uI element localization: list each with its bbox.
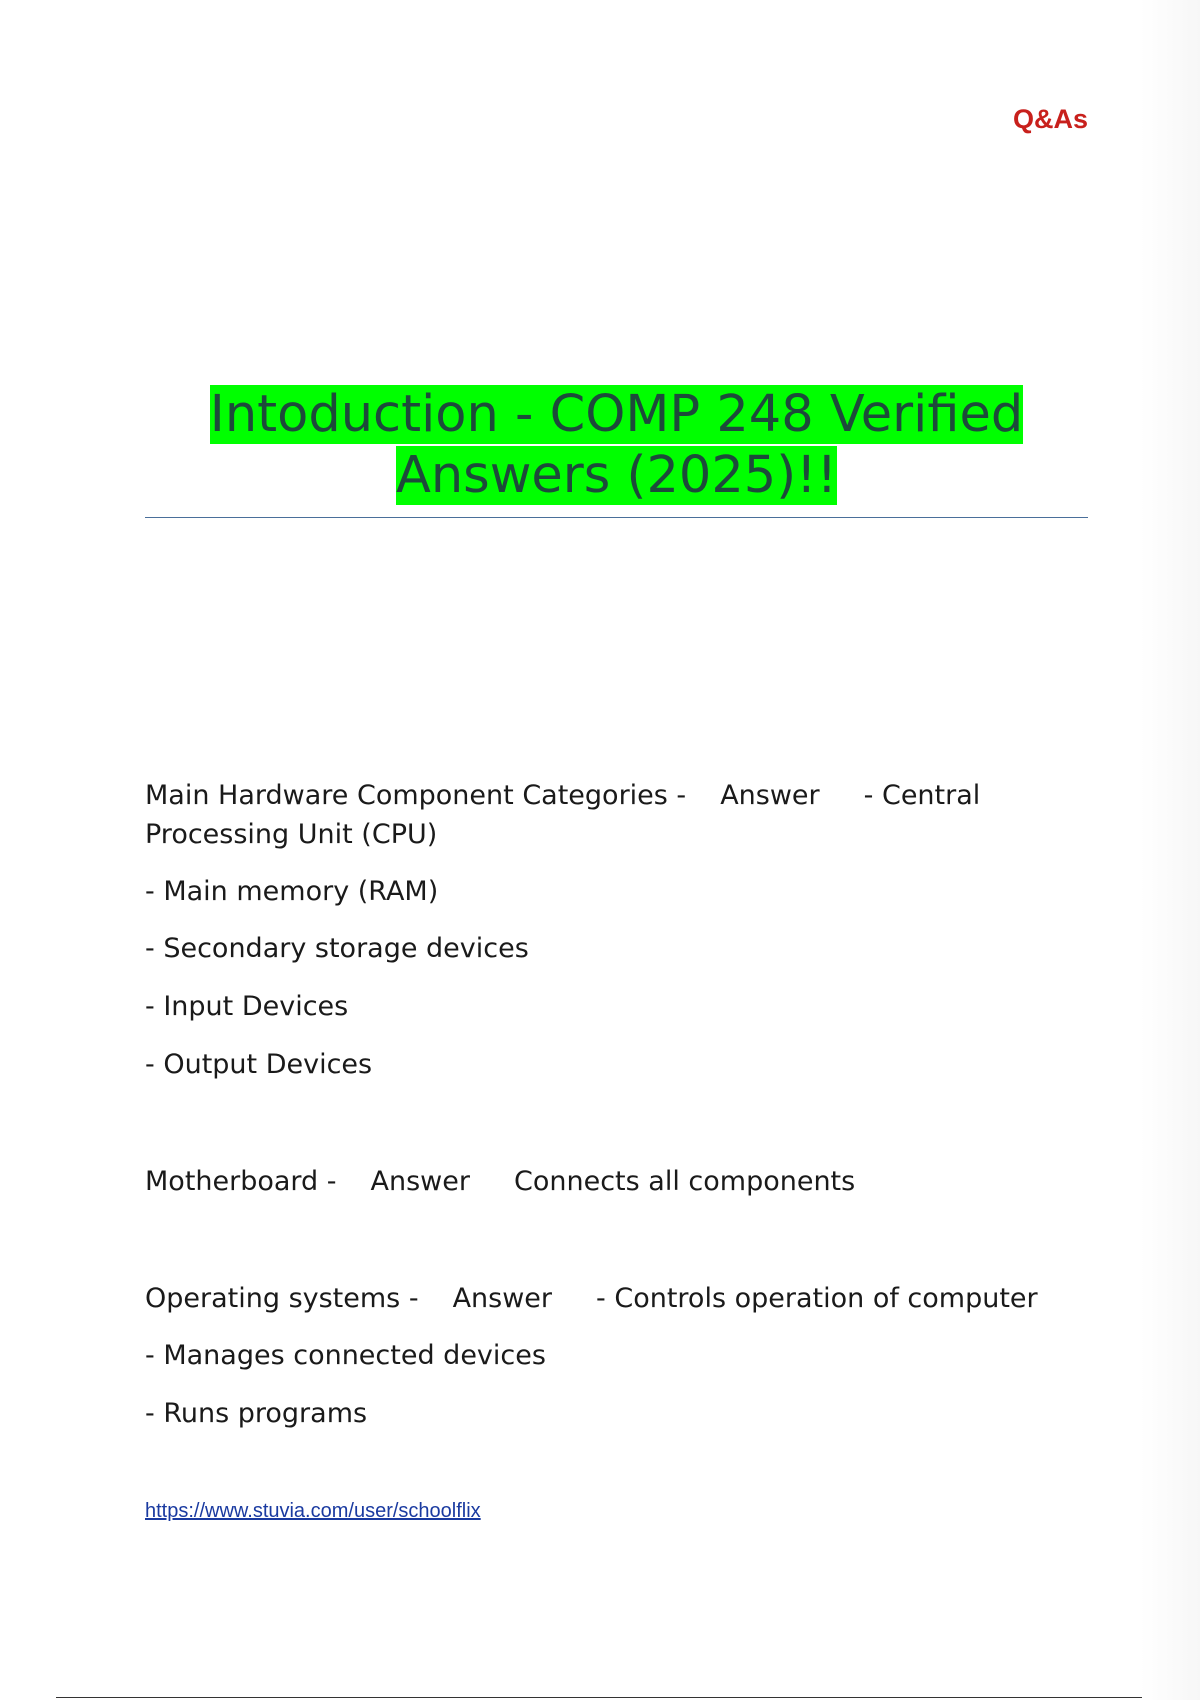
qa-1-question: Main Hardware Component Categories - <box>145 780 687 811</box>
qa-1-answer-item: - Secondary storage devices <box>145 933 529 964</box>
qa-1-answer-first: - Central <box>863 780 981 811</box>
title-line-2: Answers (2025)!! <box>395 446 838 505</box>
qa-1-answer-item: - Main memory (RAM) <box>145 876 439 907</box>
qa-3-question: Operating systems - <box>145 1283 419 1314</box>
qa-3-answer-item: - Manages connected devices <box>145 1340 546 1371</box>
qa-1-answer-first-cont: Processing Unit (CPU) <box>145 819 438 850</box>
qa-3-answer-item: - Runs programs <box>145 1398 368 1429</box>
qa-1-answer-label: Answer <box>720 780 820 811</box>
qa-1-answer-item: - Output Devices <box>145 1049 373 1080</box>
qa-2-question: Motherboard - <box>145 1166 337 1197</box>
title-line-1: Intoduction - COMP 248 Verified <box>209 385 1024 444</box>
qa-item-2 <box>145 1162 1095 1201</box>
qa-item-3 <box>145 1279 1095 1318</box>
qa-2-answer-label: Answer <box>370 1166 470 1197</box>
qa-2-answer-first: Connects all components <box>513 1166 856 1197</box>
page-edge-shadow <box>1140 0 1200 1700</box>
qa-1-answer-item: - Input Devices <box>145 991 349 1022</box>
qa-3-answer-first: - Controls operation of computer <box>596 1283 1038 1314</box>
qa-1-answer-list <box>145 872 1095 1084</box>
qa-3-first-line <box>145 1279 1095 1318</box>
qa-3-answer-list <box>145 1336 1095 1433</box>
qa-2-first-line <box>145 1162 1095 1201</box>
qa-1-first-line <box>145 776 1095 815</box>
title-block <box>145 384 1088 506</box>
footer-divider <box>56 1697 1142 1698</box>
qa-item-1 <box>145 776 1095 854</box>
schoolflix-profile-link[interactable]: https://www.stuvia.com/user/schoolflix <box>145 1500 481 1522</box>
qa-3-answer-label: Answer <box>452 1283 553 1314</box>
title-divider <box>145 517 1088 518</box>
document-title <box>145 384 1088 506</box>
qa-header-tag: Q&As <box>1012 104 1088 134</box>
